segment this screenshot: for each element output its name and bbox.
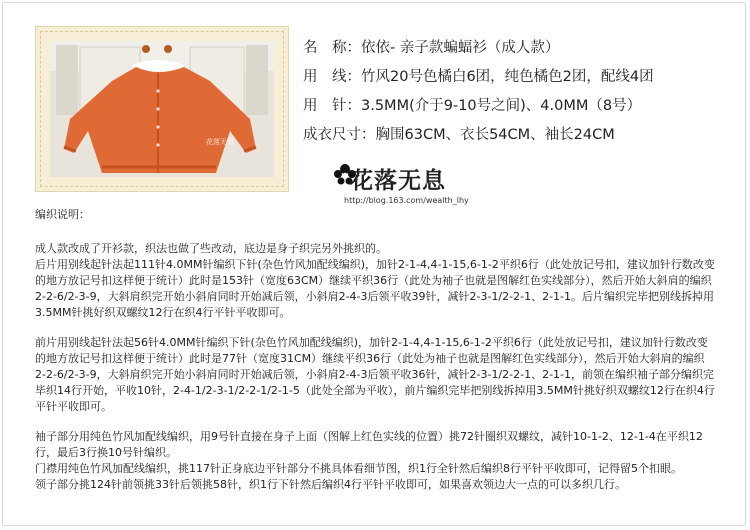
spec-name: 名 称：依依- 亲子款蝙蝠衫（成人款）	[303, 40, 560, 56]
sweater-illustration	[50, 41, 274, 177]
spec-needle: 用 针：3.5MM(介于9-10号之间)、4.0MM（8号）	[303, 98, 642, 114]
paragraph-back-piece: 后片用别线起针法起111针4.0MM针编织下针(杂色竹风加配线编织)，加针2-1-4,4-1-15,6-1-2平织6行（此处放记号扣，建议加针行数改变的地方放记号扣这样便于统计）此时是153针（宽度63CM）继续平织36行（此处为袖子也就是图解红色实线部分），然后开始大斜肩的编织2-2-6/2-3-9，大斜肩织完开始小斜肩同时开始减后领，小斜肩2-4-3后领平收39针，减针2-3-1/2-2-1、2-1-1。后片编织完毕把别线拆掉用3.5MM针挑好织双螺纹12行在织4行平针平收即可。	[35, 258, 715, 319]
instructions-heading: 编织说明：	[35, 208, 90, 221]
paragraph-placket: 门襟用纯色竹风加配线编织，挑117针正身底边平针部分不挑具体看细节图，织1行全针然后编织8行平针平收即可，记得留5个扣眼。	[35, 462, 682, 475]
photo-frame	[35, 26, 289, 192]
sweater-photo	[50, 41, 274, 177]
signature-name: 花落无息	[350, 167, 446, 194]
paragraph-front-piece: 前片用别线起针法起56针4.0MM针编织下针(杂色竹风加配线编织)，加针2-1-4,4-1-15,6-1-2平织6行（此处放记号扣，建议加针行数改变的地方放记号扣这样便于统计）此时是77针（宽度31CM）继续平织36行（此处为袖子也就是图解红色实线部分），然后开始大斜肩的编织2-2-6/2-3-9，大斜肩织完开始小斜肩同时开始减后领，小斜肩2-4-3后领平收36针，减针2-3-1/2-2-1、2-1-1，前领在编织袖子部分编织完毕织14行开始，平收10针，2-4-1/2-3-1/2-2-1/2-1-5（此处全部为平收），前片编织完毕把别线拆掉用3.5MM针挑好织双螺纹12行在织4行平针平收即可。	[35, 336, 715, 413]
paragraph-collar: 领子部分挑124针前领挑33针后领挑58针，织1行下针然后编织4行平针平收即可，如果喜欢领边大一点的可以多织几行。	[35, 478, 626, 491]
spec-size: 成衣尺寸：胸围63CM、衣长54CM、袖长24CM	[303, 127, 615, 143]
instructions	[35, 207, 715, 493]
spec-yarn: 用 线：竹风20号色橘白6团，纯色橘色2团，配线4团	[303, 69, 654, 85]
photo-watermark: 花落无息	[206, 138, 234, 146]
signature-url: http://blog.163.com/wealth_lhy	[344, 196, 469, 205]
author-signature	[330, 160, 490, 212]
paragraph-sleeve: 袖子部分用纯色竹风加配线编织，用9号针直接在身子上面（图解上红色实线的位置）挑72针圈织双螺纹，减针10-1-2、12-1-4在平织12行，最后3行换10号针编织。	[35, 430, 703, 459]
paragraph-intro: 成人款改成了开衫款，织法也做了些改动，底边是身子织完另外挑织的。	[35, 242, 387, 255]
spec-list	[303, 34, 654, 150]
